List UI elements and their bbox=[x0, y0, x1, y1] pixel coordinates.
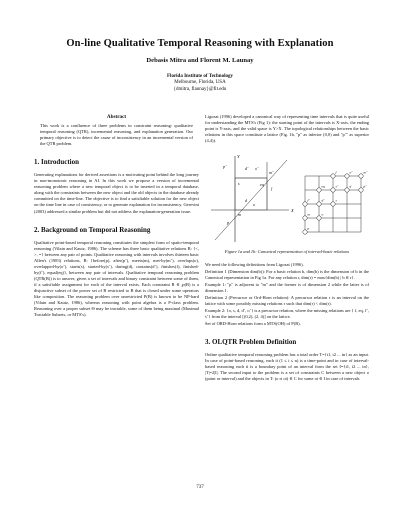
figure-1a-label: p bbox=[227, 220, 229, 226]
lattice-node-label: f bbox=[335, 170, 337, 175]
y-axis-label: Y bbox=[237, 154, 240, 160]
lattice-node-label: eq bbox=[321, 184, 325, 189]
lattice-node-label: m˘ bbox=[363, 170, 368, 175]
figure-1a-labels bbox=[222, 164, 274, 225]
figure-1a-label: f bbox=[271, 186, 273, 192]
section-3-text: Online qualitative temporal reasoning problem has a total order T={t1, t2 ... tn} as an input. In case of point-based reasoning, each ti (1 ≤ i ≤ n) is a time-point and in case of interval-based reasoning each ti is a boundary point of an interval from the set I={i1, i2 ... in}, |T|=2|I|. The second input to the problem is a set of constraints C between a new object o (point or interval) and the objects in T: (o ri oi) ∈ C for some oi ∈ I in case of intervals bbox=[205, 352, 369, 382]
figure-1a-label: s bbox=[238, 181, 240, 187]
lattice-node-label: o bbox=[321, 212, 324, 217]
left-column bbox=[34, 114, 199, 324]
figure-1a-label: d bbox=[245, 198, 247, 204]
lattice-node-label: p˘ bbox=[363, 184, 367, 189]
figure-caption: Figure 1a and 1b: Canonical representation of interval-basic relations bbox=[224, 249, 350, 255]
figure-1b-lattice bbox=[303, 171, 368, 235]
lattice-node-label: d bbox=[349, 184, 352, 189]
affiliation-institute: Florida Institute of Technology bbox=[167, 74, 233, 79]
example-1: Example 1: "p" is adjacent to "m" and the former is of dimension 2 while the latter is of dimension 1. bbox=[205, 281, 369, 294]
defs-intro: We need the following definitions from Ligozat (1996). bbox=[205, 261, 304, 267]
section-1-text: Generating explanations for derived assertions is a motivating point behind the long journey in non-monotonic reasoning in AI. In this work we propose a version of incremental reasoning problem where a new temporal object is to be inserted in a temporal database, along with the constraints between the new object and the old objects in the database already committed on the time-line. The objective is to find a satisfiable solution for the new object on the time line in case of consistency, or to generate explanation for inconsistency. Gerevini (2003) addressed a similar problem but did not address the explanation-generation issue. bbox=[34, 172, 199, 214]
definition-1: Definition 1 (Dimension dim(b)): For a basic relation b, dim(b) is the dimension of b in the Canonical representation in Fig 1a. For any relation r, dim(r) = max{dim(b) | b ∈ r}. bbox=[205, 268, 369, 280]
affiliation-location: Melbourne, Florida, USA bbox=[174, 80, 226, 86]
x-axis-label: X bbox=[291, 208, 294, 214]
paper-title: On-line Qualitative Temporal Reasoning with Explanation bbox=[66, 38, 334, 49]
paper-authors: Debasis Mitra and Florent M. Launay bbox=[146, 57, 254, 64]
figure-1-svg bbox=[205, 150, 369, 246]
section-1-heading: 1. Introduction bbox=[34, 158, 79, 167]
right-column bbox=[205, 114, 369, 389]
lattice-node-label: d˘ bbox=[321, 198, 325, 203]
example-2: Example 2: {o, s, d, d˘, o˘} is a precursor relation, where the missing relations are { f, eq, f˘, s˘} from the interval [(0,2), (2, 4)] on the lattice. bbox=[205, 308, 369, 320]
figure-1a-label: o˘ bbox=[255, 166, 259, 172]
abstract-text: This work is a confluence of three problems in constraint reasoning: qualitative temporal reasoning (QTR), incremental reasoning, and explanation generation. Our primary objective is to detect the cause of inconsistency in an incremental version of the QTR problem. bbox=[40, 123, 193, 147]
figure-1a-label: m bbox=[238, 212, 241, 218]
section-2-heading: 2. Background on Temporal Reasoning bbox=[34, 225, 151, 234]
diagonal-line bbox=[215, 160, 287, 240]
lattice-node-label: s bbox=[335, 198, 337, 203]
lattice-node-label: m bbox=[307, 212, 311, 217]
ord-horn-line: Set of ORD-Horn relations form a MTS(OH) of P(B). bbox=[205, 321, 301, 327]
definitions bbox=[205, 262, 369, 327]
figure-1a-label: d˘ bbox=[245, 166, 249, 172]
figure-1a-label: m˘ bbox=[269, 170, 274, 176]
affiliation bbox=[0, 74, 400, 93]
section-2-text: Qualitative point-based temporal reasoning constitutes the simplest form of spatio-temporal reasoning (Vilain and Kautz, 1986). The scheme has three basic qualitative relations B: {<, >, =} between any pair of points. Qualitative reasoning with intervals involves thirteen basic Allen's (1983) relations, B: {before(p), after(p˘), meets(m), met-by(m˘), overlaps(o), overlapped-by(o˘), starts(s), started-by(s˘), during(d), contains(d˘), finishes(f), finished-by(f˘), equal(eq)}, between any pair of intervals. Qualitative temporal reasoning problem (QTR(B)) is to answer, given a set of intervals and binary constraint between some of them, if a satisfiable assignment for each of the interval exists. Each constraint R ∈ ℘(B) is a disjunctive subset of the power set of B restricted to B that is closed under some operators like composition. The reasoning problem over unrestricted P(B) is known to be NP-hard (Vilain and Kautz, 1986), whereas reasoning with point algebra is a P-class problem. Reasoning over a proper subset Θ may be tractable, some of them being maximal (Maximal Tractable Subsets, or MTS's). bbox=[34, 239, 199, 318]
section-3-heading: 3. OLQTR Problem Definition bbox=[205, 338, 297, 347]
figure-1a-label: o bbox=[253, 202, 255, 208]
lattice-node-label: p bbox=[307, 226, 310, 231]
lattice-node-label: o˘ bbox=[349, 170, 353, 175]
figure-1a-label: eq bbox=[260, 182, 264, 188]
lattice-node-label: f˘ bbox=[307, 198, 310, 203]
figure-1a-label: p˘ bbox=[223, 164, 227, 170]
page-number: 737 bbox=[196, 485, 204, 490]
ligozat-paragraph: Ligozat (1996) developed a canonical way of representing time intervals that is quite useful for understanding the MTS's (Fig 1): the starting point of the intervals is X-axis, the ending point is Y-axis, and the valid space is Y>X. The topological relationships between the basic relations in this space constitute a lattice (Fig. 1b, "p" as inferior (0,0) and "p˘" as superior (4,4)). bbox=[205, 114, 369, 144]
lattice-node-label: s˘ bbox=[335, 184, 339, 189]
figure-1 bbox=[205, 150, 369, 246]
abstract bbox=[34, 123, 199, 147]
definition-2: Definition 2 (Precursor or Ord-Horn relation): A precursor relation r is an interval on the lattice with some possibly missing relations r such that dim(r) < dim(r). bbox=[205, 295, 369, 307]
affiliation-email: {dmitra, flaunay}@fit.edu bbox=[173, 86, 227, 92]
abstract-heading: Abstract bbox=[106, 114, 127, 120]
